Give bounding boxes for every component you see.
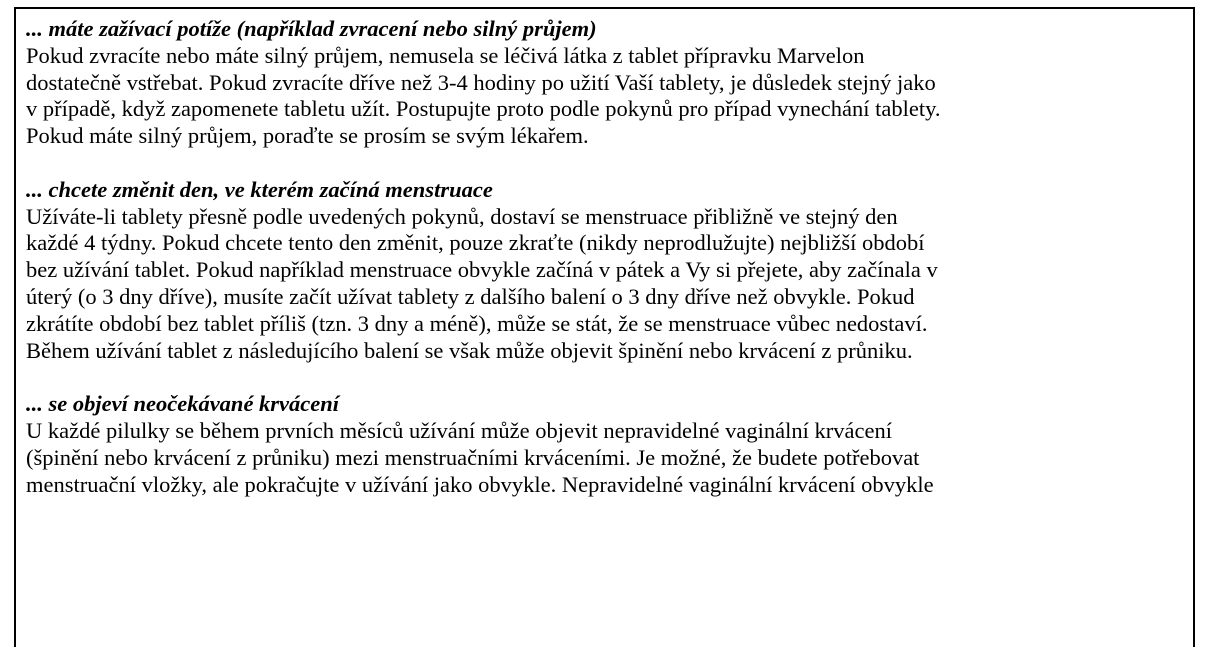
paragraph-line: menstruační vložky, ale pokračujte v užívání jako obvykle. Nepravidelné vaginální krvácení obvykle	[26, 471, 934, 497]
paragraph-line: (špinění nebo krvácení z průniku) mezi menstruačními krváceními. Je možné, že budete potřebovat	[26, 444, 920, 470]
paragraph-line: bez užívání tablet. Pokud například menstruace obvykle začíná v pátek a Vy si přejete, aby začínala v	[26, 257, 938, 283]
section-paragraph	[26, 418, 1183, 498]
section-change-menstruation-day	[26, 177, 1183, 365]
paragraph-line: v případě, když zapomenete tabletu užít. Postupujte proto podle pokynů pro případ vynechání tablety.	[26, 96, 941, 122]
paragraph-line: úterý (o 3 dny dříve), musíte začít užívat tablety z dalšího balení o 3 dny dříve než obvykle. Pokud	[26, 283, 915, 309]
section-heading: ... chcete změnit den, ve kterém začíná menstruace	[26, 176, 493, 202]
paragraph-line: dostatečně vstřebat. Pokud zvracíte dříve než 3-4 hodiny po užití Vaší tablety, je důsledek stejný jako	[26, 69, 936, 95]
section-paragraph	[26, 43, 1183, 150]
paragraph-line: Pokud máte silný průjem, poraďte se prosím se svým lékařem.	[26, 123, 589, 149]
section-digestive-problems	[26, 16, 1183, 150]
section-heading: ... se objeví neočekávané krvácení	[26, 391, 340, 417]
paragraph-line: Užíváte-li tablety přesně podle uvedených pokynů, dostaví se menstruace přibližně ve stejný den	[26, 203, 898, 229]
section-paragraph	[26, 204, 1183, 365]
paragraph-line: Během užívání tablet z následujícího balení se však může objevit špinění nebo krvácení z průniku.	[26, 337, 913, 363]
section-heading: ... máte zažívací potíže (například zvracení nebo silný průjem)	[26, 16, 597, 41]
paragraph-line: zkrátíte období bez tablet příliš (tzn. 3 dny a méně), může se stát, že se menstruace vůbec nedostaví.	[26, 310, 928, 336]
paragraph-line: U každé pilulky se během prvních měsíců užívání může objevit nepravidelné vaginální krvácení	[26, 417, 892, 443]
section-unexpected-bleeding	[26, 391, 1183, 498]
paragraph-line: Pokud zvracíte nebo máte silný průjem, nemusela se léčivá látka z tablet přípravku Marvelon	[26, 42, 865, 68]
document-frame	[14, 7, 1195, 647]
paragraph-line: každé 4 týdny. Pokud chcete tento den změnit, pouze zkraťte (nikdy neprodlužujte) nejbližší období	[26, 230, 925, 256]
